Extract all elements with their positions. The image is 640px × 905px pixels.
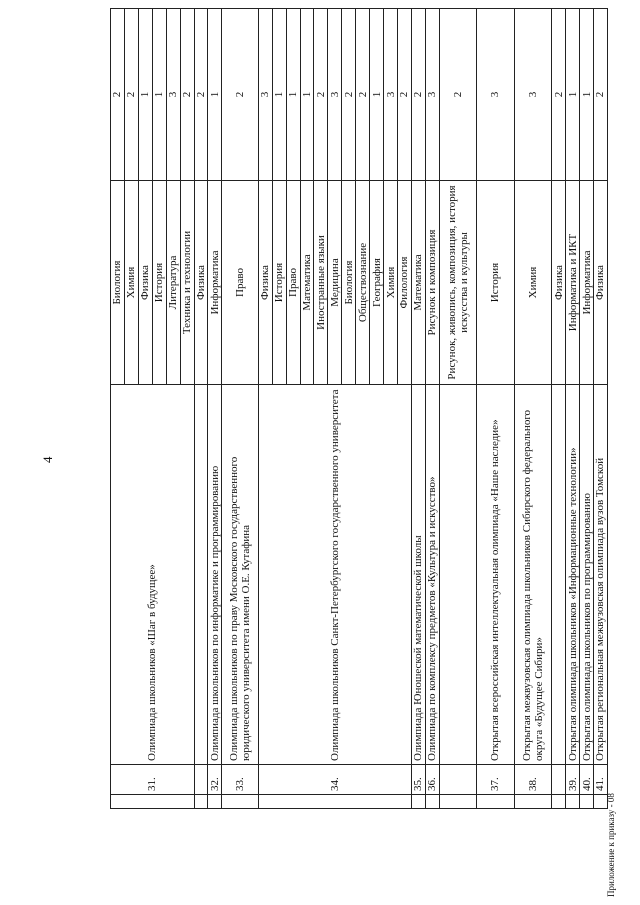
- table-row: [439, 9, 476, 809]
- subject-cell: Иностранные языки: [314, 181, 328, 385]
- level-cell: 3: [514, 9, 551, 181]
- level-cell: 1: [370, 9, 384, 181]
- subject-cell: Информатика: [208, 181, 222, 385]
- table-row: [477, 9, 514, 809]
- level-cell: 1: [566, 9, 580, 181]
- level-cell: 1: [208, 9, 222, 181]
- level-cell: 3: [166, 9, 180, 181]
- subject-cell: Математика: [411, 181, 425, 385]
- row-number: 40.: [580, 765, 594, 795]
- subject-cell: Химия: [384, 181, 398, 385]
- subject-cell: Физика: [258, 181, 272, 385]
- table-row: [580, 9, 594, 809]
- olympiad-name: Олимпиада школьников «Шаг в будущее»: [111, 385, 195, 765]
- subject-cell: История: [152, 181, 166, 385]
- olympiad-name: Олимпиада Юношеской математической школы: [411, 385, 425, 765]
- olympiad-name: [439, 385, 476, 765]
- level-cell: 1: [272, 9, 286, 181]
- subject-cell: Физика: [194, 181, 208, 385]
- level-cell: 3: [425, 9, 439, 181]
- level-cell: 2: [180, 9, 194, 181]
- level-cell: 2: [398, 9, 412, 181]
- subject-cell: Филология: [398, 181, 412, 385]
- subject-cell: Химия: [124, 181, 138, 385]
- olympiad-name: Открытая олимпиада школьников «Информационные технологии»: [566, 385, 580, 765]
- subject-cell: Математика: [300, 181, 314, 385]
- subject-cell: Физика: [138, 181, 152, 385]
- row-number: 37.: [477, 765, 514, 795]
- subject-cell: Литература: [166, 181, 180, 385]
- row-gutter-cell: [425, 795, 439, 809]
- subject-cell: История: [272, 181, 286, 385]
- row-gutter-cell: [258, 795, 411, 809]
- row-number: 36.: [425, 765, 439, 795]
- olympiad-name: Открытая региональная межвузовская олимпиада вузов Томской: [593, 385, 607, 765]
- row-gutter-cell: [194, 795, 208, 809]
- subject-cell: Физика: [552, 181, 566, 385]
- table-row: [566, 9, 580, 809]
- row-number: 39.: [566, 765, 580, 795]
- subject-cell: Биология: [111, 181, 125, 385]
- subject-cell: Физика: [593, 181, 607, 385]
- olympiad-name: Открытая всероссийская интеллектуальная олимпиада «Наше наследие»: [477, 385, 514, 765]
- level-cell: 2: [552, 9, 566, 181]
- subject-cell: Рисунок и композиция: [425, 181, 439, 385]
- level-cell: 2: [111, 9, 125, 181]
- subject-cell: Медицина: [328, 181, 342, 385]
- table-row: [593, 9, 607, 809]
- olympiad-name: Олимпиада по комплексу предметов «Культура и искусство»: [425, 385, 439, 765]
- row-gutter-cell: [477, 795, 514, 809]
- subject-cell: Право: [222, 181, 258, 385]
- level-cell: 2: [356, 9, 370, 181]
- row-gutter-cell: [514, 795, 551, 809]
- row-number: [194, 765, 208, 795]
- subject-cell: Рисунок, живопись, композиция, история искусства и культуры: [439, 181, 476, 385]
- row-gutter-cell: [208, 795, 222, 809]
- table-row: [425, 9, 439, 809]
- olympiad-name: Открытая олимпиада школьников по программированию: [580, 385, 594, 765]
- subject-cell: География: [370, 181, 384, 385]
- olympiad-name: Открытая межвузовская олимпиада школьников Сибирского федерального округа «Будущее Сибири»: [514, 385, 551, 765]
- subject-cell: Информатика: [580, 181, 594, 385]
- olympiad-name: [552, 385, 566, 765]
- row-gutter-cell: [411, 795, 425, 809]
- level-cell: 2: [222, 9, 258, 181]
- table-row: [258, 9, 272, 809]
- row-gutter-cell: [439, 795, 476, 809]
- level-cell: 3: [328, 9, 342, 181]
- table-row: [222, 9, 258, 809]
- level-cell: 2: [314, 9, 328, 181]
- page-number: 4: [40, 456, 55, 463]
- subject-cell: Право: [286, 181, 300, 385]
- level-cell: 2: [194, 9, 208, 181]
- row-number: [552, 765, 566, 795]
- subject-cell: Химия: [514, 181, 551, 385]
- level-cell: 3: [477, 9, 514, 181]
- level-cell: 1: [152, 9, 166, 181]
- row-number: 38.: [514, 765, 551, 795]
- level-cell: 2: [342, 9, 356, 181]
- subject-cell: Биология: [342, 181, 356, 385]
- row-number: 33.: [222, 765, 258, 795]
- row-gutter-cell: [566, 795, 580, 809]
- olympiad-name: Олимпиада школьников по праву Московского государственного юридического университета имени О.Е. Кутафина: [222, 385, 258, 765]
- row-number: 32.: [208, 765, 222, 795]
- level-cell: 3: [258, 9, 272, 181]
- level-cell: 1: [138, 9, 152, 181]
- level-cell: 1: [580, 9, 594, 181]
- subject-cell: История: [477, 181, 514, 385]
- row-number: 41.: [593, 765, 607, 795]
- table-row: [514, 9, 551, 809]
- row-gutter-cell: [552, 795, 566, 809]
- olympiad-table: [110, 8, 608, 809]
- level-cell: 3: [384, 9, 398, 181]
- row-number: [439, 765, 476, 795]
- level-cell: 1: [286, 9, 300, 181]
- subject-cell: Информатика и ИКТ: [566, 181, 580, 385]
- level-cell: 2: [411, 9, 425, 181]
- subject-cell: Техника и технологии: [180, 181, 194, 385]
- olympiad-name: Олимпиада школьников Санкт-Петербургского государственного университета: [258, 385, 411, 765]
- olympiad-name: [194, 385, 208, 765]
- level-cell: 2: [439, 9, 476, 181]
- level-cell: 2: [124, 9, 138, 181]
- subject-cell: Обществознание: [356, 181, 370, 385]
- row-gutter-cell: [222, 795, 258, 809]
- row-gutter-cell: [580, 795, 594, 809]
- level-cell: 1: [300, 9, 314, 181]
- table-row: [411, 9, 425, 809]
- row-number: 34.: [258, 765, 411, 795]
- olympiad-name: Олимпиада школьников по информатике и программированию: [208, 385, 222, 765]
- table-row: [208, 9, 222, 809]
- table-row: [194, 9, 208, 809]
- table-row: [111, 9, 125, 809]
- table-body: [111, 9, 608, 809]
- level-cell: 2: [593, 9, 607, 181]
- table-row: [552, 9, 566, 809]
- row-number: 31.: [111, 765, 195, 795]
- row-gutter-cell: [111, 795, 195, 809]
- row-number: 35.: [411, 765, 425, 795]
- footer-note: Приложение к приказу - 08: [606, 793, 616, 897]
